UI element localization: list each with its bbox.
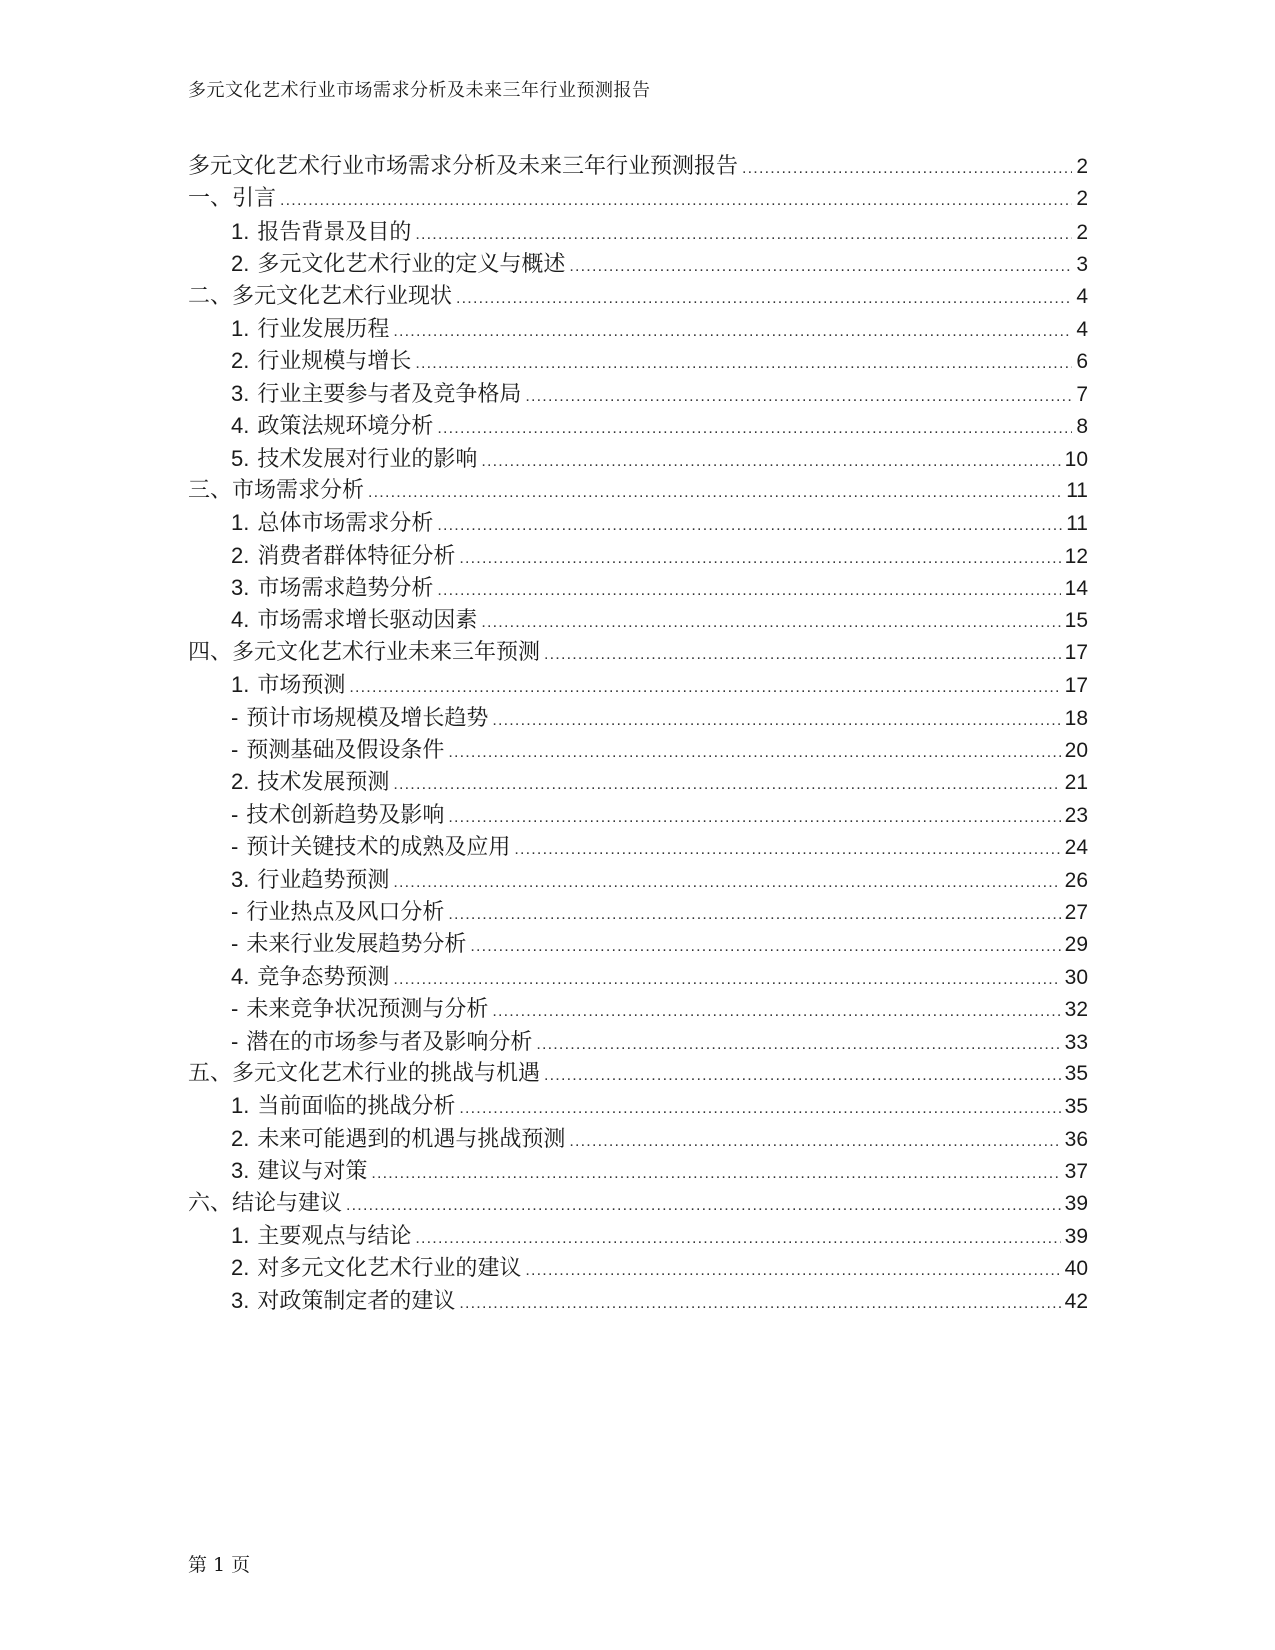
toc-entry[interactable] [188, 637, 1088, 669]
toc-dot-leader [525, 381, 1072, 413]
toc-entry-number: 4. [231, 963, 250, 989]
toc-entry-text: 多元文化艺术行业市场需求分析及未来三年行业预测报告 [188, 154, 739, 179]
toc-entry-title [188, 475, 364, 507]
toc-entry-number: 1. [231, 1222, 250, 1248]
toc-entry[interactable] [188, 993, 1088, 1025]
toc-dot-leader [437, 413, 1072, 445]
toc-entry-title [231, 1123, 565, 1156]
toc-dot-leader [371, 1158, 1060, 1190]
toc-entry[interactable] [188, 702, 1088, 734]
toc-entry-title [231, 1090, 455, 1123]
toc-entry-text: 市场预测 [257, 673, 346, 699]
toc-entry-text: 未来可能遇到的机遇与挑战预测 [257, 1126, 566, 1152]
toc-entry-title [231, 1285, 455, 1318]
toc-entry[interactable] [188, 1252, 1088, 1284]
toc-entry-page: 30 [1064, 965, 1088, 989]
toc-entry-title [231, 799, 444, 832]
toc-entry-page: 14 [1064, 577, 1088, 601]
toc-entry-title [231, 345, 411, 378]
toc-entry-page: 37 [1064, 1160, 1088, 1184]
toc-entry-number: - [231, 801, 239, 827]
toc-entry[interactable] [188, 378, 1088, 410]
toc-entry-title [188, 1058, 540, 1090]
toc-entry-title [231, 961, 389, 994]
toc-entry-page: 11 [1066, 478, 1088, 502]
toc-dot-leader [448, 802, 1060, 834]
toc-entry-text: 政策法规环境分析 [257, 414, 434, 440]
toc-entry-text: 主要观点与结论 [257, 1223, 412, 1249]
toc-entry-text: 当前面临的挑战分析 [257, 1094, 456, 1120]
toc-dot-leader [459, 543, 1060, 575]
toc-entry-page: 42 [1064, 1289, 1088, 1313]
toc-dot-leader [415, 348, 1072, 380]
toc-entry-title [231, 572, 433, 605]
toc-dot-leader [459, 1093, 1060, 1125]
toc-entry-title [231, 604, 477, 637]
toc-entry-page: 18 [1064, 706, 1088, 730]
toc-entry-text: 预计市场规模及增长趋势 [246, 705, 489, 731]
toc-entry-page: 8 [1076, 415, 1088, 439]
toc-dot-leader [536, 1029, 1060, 1061]
toc-entry-page: 15 [1064, 609, 1088, 633]
toc-entry[interactable] [188, 313, 1088, 345]
toc-entry-number: 2. [231, 251, 250, 277]
toc-entry[interactable] [188, 345, 1088, 377]
toc-dot-leader [448, 737, 1060, 769]
toc-entry[interactable] [188, 248, 1088, 280]
toc-entry-page: 11 [1066, 512, 1088, 536]
toc-entry-page: 33 [1064, 1030, 1088, 1054]
toc-entry-page: 29 [1064, 933, 1088, 957]
toc-entry-page: 2 [1076, 220, 1088, 244]
toc-dot-leader [368, 477, 1062, 509]
toc-entry[interactable] [188, 669, 1088, 701]
toc-dot-leader [448, 899, 1060, 931]
toc-entry-title [231, 1155, 367, 1188]
toc-entry[interactable] [188, 928, 1088, 960]
toc-entry-number: - [231, 737, 239, 763]
toc-entry-page: 39 [1064, 1224, 1088, 1248]
running-header: 多元文化艺术行业市场需求分析及未来三年行业预测报告 [188, 80, 651, 101]
toc-entry-page: 12 [1064, 544, 1088, 568]
toc-entry-number: - [231, 931, 239, 957]
toc-entry-page: 17 [1064, 674, 1088, 698]
toc-entry-text: 多元文化艺术行业的定义与概述 [257, 252, 566, 278]
toc-dot-leader [346, 1190, 1061, 1222]
toc-entry-page: 27 [1064, 900, 1088, 924]
toc-entry-number: 3. [231, 575, 250, 601]
toc-dot-leader [492, 996, 1060, 1028]
toc-dot-leader [481, 446, 1060, 478]
page-number-footer: 第 1 页 [188, 1554, 251, 1576]
toc-entry-title [188, 1188, 342, 1220]
toc-entry-title [231, 702, 488, 735]
toc-entry-title [231, 313, 389, 346]
toc-entry-page: 32 [1064, 998, 1088, 1022]
toc-entry-text: 一、引言 [188, 186, 277, 212]
toc-entry-page: 6 [1076, 350, 1088, 374]
toc-entry[interactable] [188, 572, 1088, 604]
toc-dot-leader [437, 575, 1060, 607]
toc-entry[interactable] [188, 1155, 1088, 1187]
toc-entry[interactable] [188, 1026, 1088, 1058]
toc-entry-text: 消费者群体特征分析 [257, 543, 456, 569]
toc-entry-number: 3. [231, 866, 250, 892]
toc-entry-number: 3. [231, 1287, 250, 1313]
toc-entry-number: - [231, 898, 239, 924]
toc-entry-page: 17 [1064, 640, 1088, 664]
toc-entry-page: 10 [1064, 447, 1088, 471]
toc-entry-page: 21 [1064, 771, 1088, 795]
toc-entry-page: 7 [1076, 382, 1088, 406]
toc-entry-number: 2. [231, 348, 250, 374]
toc-dot-leader [459, 1288, 1060, 1320]
toc-entry-text: 技术发展预测 [257, 770, 390, 796]
toc-entry[interactable] [188, 507, 1088, 539]
toc-entry-number: 1. [231, 672, 250, 698]
toc-entry-title [231, 669, 345, 702]
toc-entry-page: 23 [1064, 803, 1088, 827]
toc-entry-title [231, 378, 521, 411]
toc-dot-leader [569, 1126, 1060, 1158]
toc-entry-number: - [231, 704, 239, 730]
toc-dot-leader [544, 639, 1061, 671]
toc-entry-page: 20 [1064, 739, 1088, 763]
toc-entry[interactable] [188, 216, 1088, 248]
toc-entry-text: 行业热点及风口分析 [246, 899, 445, 925]
toc-entry-page: 4 [1076, 317, 1088, 341]
toc-entry-text: 三、市场需求分析 [188, 477, 365, 503]
toc-entry-number: 2. [231, 1255, 250, 1281]
toc-entry[interactable] [188, 734, 1088, 766]
toc-entry-title [231, 216, 411, 249]
toc-entry-number: - [231, 834, 239, 860]
toc-dot-leader [393, 769, 1060, 801]
toc-entry-page: 40 [1064, 1257, 1088, 1281]
toc-entry-text: 行业发展历程 [257, 316, 390, 342]
toc-entry-title [231, 1220, 411, 1253]
toc-dot-leader [492, 705, 1060, 737]
toc-entry-number: 1. [231, 1093, 250, 1119]
toc-entry-text: 行业趋势预测 [257, 867, 390, 893]
toc-entry-title [188, 183, 276, 215]
toc-entry-number: - [231, 996, 239, 1022]
toc-dot-leader [437, 510, 1062, 542]
toc-entry-text: 总体市场需求分析 [257, 511, 434, 537]
toc-entry-text: 技术发展对行业的影响 [257, 446, 478, 472]
toc-entry-title [231, 734, 444, 767]
toc-entry-text: 建议与对策 [257, 1159, 368, 1185]
toc-entry[interactable] [188, 151, 1088, 183]
toc-entry[interactable] [188, 281, 1088, 313]
toc-dot-leader [456, 283, 1072, 315]
toc-entry[interactable] [188, 183, 1088, 215]
toc-entry-title [231, 248, 565, 281]
toc-dot-leader [349, 672, 1060, 704]
toc-entry[interactable] [188, 1058, 1088, 1090]
toc-dot-leader [280, 185, 1072, 217]
toc-entry-number: 1. [231, 218, 250, 244]
toc-entry[interactable] [188, 540, 1088, 572]
toc-entry-text: 五、多元文化艺术行业的挑战与机遇 [188, 1060, 541, 1086]
toc-entry-title [188, 151, 738, 183]
toc-entry-number: 1. [231, 315, 250, 341]
toc-entry-text: 对政策制定者的建议 [257, 1288, 456, 1314]
toc-entry[interactable] [188, 864, 1088, 896]
table-of-contents [188, 151, 1088, 1317]
toc-entry[interactable] [188, 1285, 1088, 1317]
toc-entry-page: 3 [1076, 253, 1088, 277]
toc-entry-title [231, 993, 488, 1026]
toc-entry[interactable] [188, 443, 1088, 475]
toc-entry-title [231, 1252, 521, 1285]
toc-entry-number: 3. [231, 380, 250, 406]
toc-entry-title [231, 766, 389, 799]
toc-entry-text: 技术创新趋势及影响 [246, 802, 445, 828]
toc-entry-page: 36 [1064, 1127, 1088, 1151]
toc-entry-text: 预计关键技术的成熟及应用 [246, 835, 511, 861]
toc-entry-text: 预测基础及假设条件 [246, 738, 445, 764]
toc-entry-number: 5. [231, 445, 250, 471]
toc-entry-text: 六、结论与建议 [188, 1190, 343, 1216]
toc-entry-number: 4. [231, 607, 250, 633]
toc-entry[interactable] [188, 475, 1088, 507]
toc-entry-text: 市场需求趋势分析 [257, 576, 434, 602]
toc-entry-number: 1. [231, 510, 250, 536]
toc-entry-number: 2. [231, 1125, 250, 1151]
toc-entry-title [231, 410, 433, 443]
toc-entry-text: 四、多元文化艺术行业未来三年预测 [188, 639, 541, 665]
toc-entry-page: 26 [1064, 868, 1088, 892]
toc-entry-page: 4 [1076, 284, 1088, 308]
toc-entry[interactable] [188, 961, 1088, 993]
toc-entry-page: 2 [1076, 187, 1088, 211]
toc-entry-text: 二、多元文化艺术行业现状 [188, 283, 453, 309]
toc-entry-title [231, 1026, 532, 1059]
toc-dot-leader [569, 251, 1072, 283]
toc-dot-leader [393, 867, 1060, 899]
toc-entry-number: - [231, 1028, 239, 1054]
toc-entry-text: 潜在的市场参与者及影响分析 [246, 1029, 533, 1055]
toc-entry[interactable] [188, 410, 1088, 442]
toc-entry-title [231, 507, 433, 540]
toc-entry-page: 2 [1076, 155, 1088, 178]
toc-dot-leader [514, 834, 1060, 866]
toc-entry[interactable] [188, 1090, 1088, 1122]
toc-entry[interactable] [188, 1188, 1088, 1220]
toc-entry-text: 报告背景及目的 [257, 219, 412, 245]
toc-entry-text: 竞争态势预测 [257, 964, 390, 990]
toc-entry-page: 24 [1064, 836, 1088, 860]
toc-entry-title [231, 864, 389, 897]
toc-dot-leader [544, 1060, 1061, 1092]
toc-entry-text: 行业规模与增长 [257, 349, 412, 375]
toc-entry[interactable] [188, 1220, 1088, 1252]
toc-entry-number: 4. [231, 413, 250, 439]
toc-dot-leader [742, 153, 1072, 185]
toc-entry-title [231, 896, 444, 929]
toc-entry[interactable] [188, 896, 1088, 928]
toc-entry-title [231, 928, 466, 961]
toc-entry-number: 2. [231, 769, 250, 795]
toc-entry-title [188, 637, 540, 669]
toc-dot-leader [415, 219, 1072, 251]
toc-dot-leader [470, 931, 1060, 963]
toc-entry-text: 未来行业发展趋势分析 [246, 932, 467, 958]
toc-entry-number: 3. [231, 1158, 250, 1184]
toc-entry[interactable] [188, 799, 1088, 831]
toc-entry[interactable] [188, 831, 1088, 863]
toc-dot-leader [481, 607, 1060, 639]
toc-entry-page: 39 [1064, 1191, 1088, 1215]
toc-entry-page: 35 [1064, 1095, 1088, 1119]
toc-entry-title [231, 540, 455, 573]
toc-entry-text: 行业主要参与者及竞争格局 [257, 381, 522, 407]
toc-entry-number: 2. [231, 542, 250, 568]
toc-entry-page: 35 [1064, 1061, 1088, 1085]
toc-entry-title [231, 831, 510, 864]
toc-dot-leader [415, 1223, 1060, 1255]
toc-entry[interactable] [188, 604, 1088, 636]
toc-entry[interactable] [188, 1123, 1088, 1155]
toc-dot-leader [393, 316, 1072, 348]
toc-dot-leader [393, 964, 1060, 996]
toc-entry-title [231, 443, 477, 476]
toc-entry-text: 市场需求增长驱动因素 [257, 608, 478, 634]
toc-entry[interactable] [188, 766, 1088, 798]
toc-entry-text: 对多元文化艺术行业的建议 [257, 1256, 522, 1282]
toc-entry-title [188, 281, 452, 313]
toc-dot-leader [525, 1255, 1060, 1287]
toc-entry-text: 未来竞争状况预测与分析 [246, 997, 489, 1023]
